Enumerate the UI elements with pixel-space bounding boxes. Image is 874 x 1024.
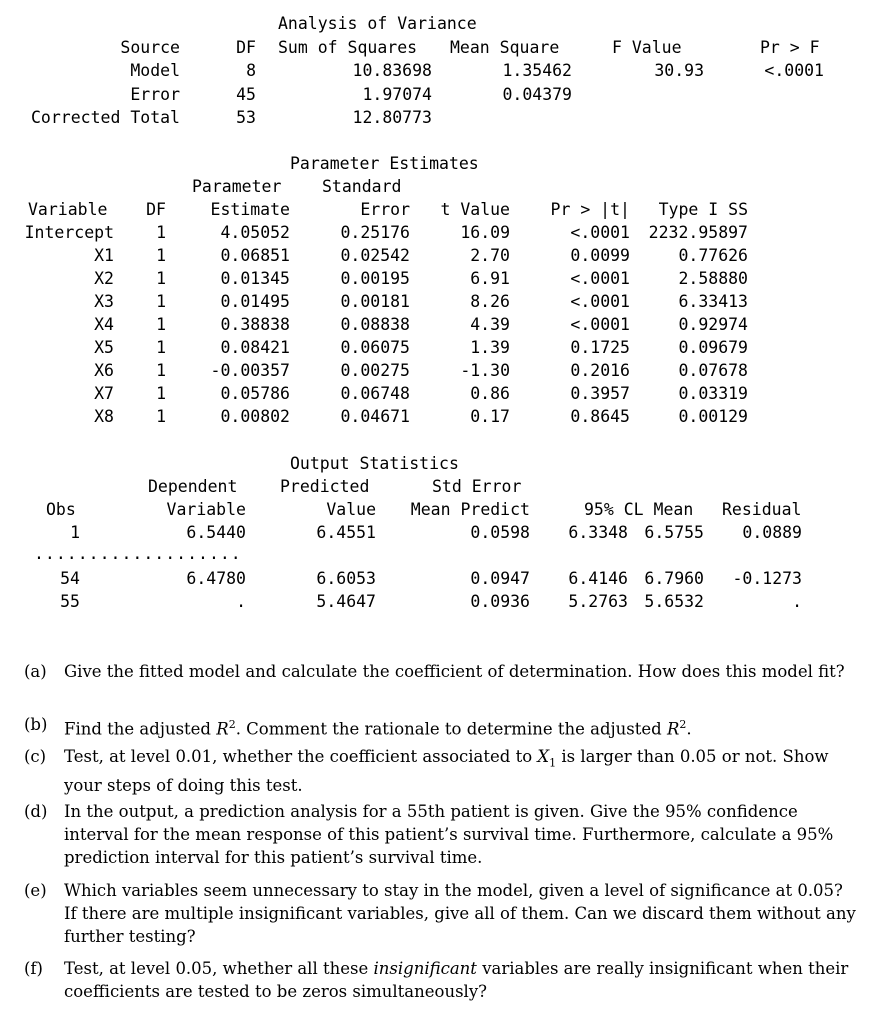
param-t: 0.86 bbox=[470, 384, 510, 403]
param-variable: X4 bbox=[94, 315, 114, 334]
param-p: 0.8645 bbox=[570, 407, 630, 426]
param-variable: X3 bbox=[94, 292, 114, 311]
output-se: 0.0947 bbox=[470, 569, 530, 588]
question-f bbox=[24, 957, 860, 1003]
param-ss: 0.07678 bbox=[678, 361, 748, 380]
anova-header-p: Pr > F bbox=[760, 38, 820, 57]
output-resid: -0.1273 bbox=[732, 569, 802, 588]
param-t: 1.39 bbox=[470, 338, 510, 357]
param-ss: 6.33413 bbox=[678, 292, 748, 311]
output-ellipsis: ................... bbox=[34, 544, 242, 563]
output-header-resid: Residual bbox=[722, 500, 802, 519]
output-header-cl: 95% CL Mean bbox=[584, 500, 694, 519]
question-label: (e) bbox=[24, 881, 47, 900]
anova-df: 53 bbox=[236, 108, 256, 127]
output-pred: 6.4551 bbox=[316, 523, 376, 542]
anova-f-value: 30.93 bbox=[654, 61, 704, 80]
output-header-pred: Value bbox=[326, 500, 376, 519]
param-stderr: 0.00275 bbox=[340, 361, 410, 380]
param-variable: X1 bbox=[94, 246, 114, 265]
param-stderr: 0.00181 bbox=[340, 292, 410, 311]
question-text: Which variables seem unnecessary to stay in the model, given a level of significance at 0.05? If there are multiple insignificant variables, give all of them. Can we discard them without any further testing? bbox=[64, 881, 856, 946]
anova-source-error: Error bbox=[130, 85, 180, 104]
param-ss: 0.09679 bbox=[678, 338, 748, 357]
param-estimate: 0.06851 bbox=[220, 246, 290, 265]
param-stderr: 0.06748 bbox=[340, 384, 410, 403]
param-ss: 0.03319 bbox=[678, 384, 748, 403]
param-variable: X2 bbox=[94, 269, 114, 288]
anova-source-model: Model bbox=[130, 61, 180, 80]
param-ss: 0.00129 bbox=[678, 407, 748, 426]
params-header-p: Pr > |t| bbox=[550, 200, 630, 219]
param-df: 1 bbox=[156, 246, 166, 265]
param-t: 8.26 bbox=[470, 292, 510, 311]
param-df: 1 bbox=[156, 338, 166, 357]
question-text: Test, at level 0.01, whether the coefficient associated to $X_1$ is larger than 0.05 or not. Show your steps of doing this test. bbox=[64, 747, 829, 796]
output-cl-hi: 5.6532 bbox=[644, 592, 704, 611]
param-variable: X5 bbox=[94, 338, 114, 357]
anova-ss: 1.97074 bbox=[362, 85, 432, 104]
param-df: 1 bbox=[156, 315, 166, 334]
anova-p-value: <.0001 bbox=[764, 61, 824, 80]
question-text: In the output, a prediction analysis for a 55th patient is given. Give the 95% confidence interval for the mean response of this patient’s survival time. Furthermore, calculate a 95% prediction interval for this patient’s survival time. bbox=[64, 802, 834, 867]
question-label: (b) bbox=[24, 715, 48, 734]
param-ss: 2232.95897 bbox=[648, 223, 748, 242]
output-dep: 6.5440 bbox=[186, 523, 246, 542]
param-p: <.0001 bbox=[570, 223, 630, 242]
params-header-top-estimate: Parameter bbox=[192, 177, 282, 196]
param-variable: Intercept bbox=[24, 223, 114, 242]
question-e bbox=[24, 879, 860, 948]
param-t: 2.70 bbox=[470, 246, 510, 265]
question-d bbox=[24, 800, 860, 869]
output-header-top-se: Std Error bbox=[432, 477, 522, 496]
param-df: 1 bbox=[156, 361, 166, 380]
param-estimate: 0.00802 bbox=[220, 407, 290, 426]
anova-ss: 10.83698 bbox=[352, 61, 432, 80]
question-text: Give the fitted model and calculate the coefficient of determination. How does this model fit? bbox=[64, 662, 845, 681]
anova-df: 45 bbox=[236, 85, 256, 104]
question-c bbox=[24, 745, 860, 797]
output-cl-lo: 6.3348 bbox=[568, 523, 628, 542]
param-estimate: 0.08421 bbox=[220, 338, 290, 357]
param-stderr: 0.08838 bbox=[340, 315, 410, 334]
output-header-dep: Variable bbox=[166, 500, 246, 519]
output-cl-hi: 6.7960 bbox=[644, 569, 704, 588]
output-cl-lo: 5.2763 bbox=[568, 592, 628, 611]
param-t: -1.30 bbox=[460, 361, 510, 380]
params-header-ss: Type I SS bbox=[658, 200, 748, 219]
param-df: 1 bbox=[156, 407, 166, 426]
params-header-variable: Variable bbox=[28, 200, 108, 219]
output-header-top-pred: Predicted bbox=[280, 477, 370, 496]
output-header-se: Mean Predict bbox=[410, 500, 530, 519]
anova-ms: 1.35462 bbox=[502, 61, 572, 80]
param-estimate: 0.05786 bbox=[220, 384, 290, 403]
params-header-stderr: Error bbox=[360, 200, 410, 219]
param-p: <.0001 bbox=[570, 269, 630, 288]
output-pred: 5.4647 bbox=[316, 592, 376, 611]
params-header-top-stderr: Standard bbox=[322, 177, 402, 196]
params-header-t: t Value bbox=[440, 200, 510, 219]
question-text: Test, at level 0.05, whether all these insignificant variables are really insignificant when their coefficients are tested to be zeros simultaneously? bbox=[64, 959, 849, 1001]
question-b bbox=[24, 713, 860, 741]
param-variable: X6 bbox=[94, 361, 114, 380]
param-df: 1 bbox=[156, 292, 166, 311]
params-header-df: DF bbox=[146, 200, 166, 219]
anova-ms: 0.04379 bbox=[502, 85, 572, 104]
anova-header-ss: Sum of Squares bbox=[278, 38, 418, 57]
param-p: 0.1725 bbox=[570, 338, 630, 357]
param-stderr: 0.25176 bbox=[340, 223, 410, 242]
param-df: 1 bbox=[156, 384, 166, 403]
param-estimate: 0.01495 bbox=[220, 292, 290, 311]
param-stderr: 0.02542 bbox=[340, 246, 410, 265]
output-resid: . bbox=[792, 592, 802, 611]
params-header-estimate: Estimate bbox=[210, 200, 290, 219]
param-estimate: -0.00357 bbox=[210, 361, 290, 380]
anova-source-total: Corrected Total bbox=[30, 108, 180, 127]
anova-header-df: DF bbox=[236, 38, 256, 57]
param-t: 0.17 bbox=[470, 407, 510, 426]
question-label: (a) bbox=[24, 662, 47, 681]
anova-header-ms: Mean Square bbox=[450, 38, 560, 57]
param-df: 1 bbox=[156, 223, 166, 242]
anova-ss: 12.80773 bbox=[352, 108, 432, 127]
param-p: 0.3957 bbox=[570, 384, 630, 403]
params-title: Parameter Estimates bbox=[290, 154, 479, 173]
output-obs: 55 bbox=[60, 592, 80, 611]
anova-df: 8 bbox=[246, 61, 256, 80]
question-text: Find the adjusted $R^2$. Comment the rationale to determine the adjusted $R^2$. bbox=[64, 718, 692, 739]
param-p: <.0001 bbox=[570, 315, 630, 334]
output-dep: 6.4780 bbox=[186, 569, 246, 588]
question-a bbox=[24, 660, 860, 683]
output-obs: 54 bbox=[60, 569, 80, 588]
param-df: 1 bbox=[156, 269, 166, 288]
anova-title: Analysis of Variance bbox=[278, 14, 477, 33]
param-stderr: 0.06075 bbox=[340, 338, 410, 357]
param-t: 4.39 bbox=[470, 315, 510, 334]
param-estimate: 0.01345 bbox=[220, 269, 290, 288]
anova-header-source: Source bbox=[120, 38, 180, 57]
param-p: 0.0099 bbox=[570, 246, 630, 265]
anova-header-f: F Value bbox=[612, 38, 682, 57]
output-se: 0.0598 bbox=[470, 523, 530, 542]
param-stderr: 0.00195 bbox=[340, 269, 410, 288]
output-obs: 1 bbox=[70, 523, 80, 542]
param-t: 6.91 bbox=[470, 269, 510, 288]
param-ss: 0.92974 bbox=[678, 315, 748, 334]
param-ss: 0.77626 bbox=[678, 246, 748, 265]
output-header-obs: Obs bbox=[46, 500, 76, 519]
param-p: <.0001 bbox=[570, 292, 630, 311]
param-variable: X8 bbox=[94, 407, 114, 426]
output-resid: 0.0889 bbox=[742, 523, 802, 542]
output-title: Output Statistics bbox=[290, 454, 459, 473]
output-dep: . bbox=[236, 592, 246, 611]
param-estimate: 4.05052 bbox=[220, 223, 290, 242]
output-cl-hi: 6.5755 bbox=[644, 523, 704, 542]
param-p: 0.2016 bbox=[570, 361, 630, 380]
param-t: 16.09 bbox=[460, 223, 510, 242]
question-label: (f) bbox=[24, 959, 43, 978]
question-label: (c) bbox=[24, 747, 47, 766]
param-variable: X7 bbox=[94, 384, 114, 403]
param-stderr: 0.04671 bbox=[340, 407, 410, 426]
output-cl-lo: 6.4146 bbox=[568, 569, 628, 588]
output-header-top-dep: Dependent bbox=[148, 477, 238, 496]
param-estimate: 0.38838 bbox=[220, 315, 290, 334]
output-pred: 6.6053 bbox=[316, 569, 376, 588]
output-se: 0.0936 bbox=[470, 592, 530, 611]
question-label: (d) bbox=[24, 802, 48, 821]
param-ss: 2.58880 bbox=[678, 269, 748, 288]
